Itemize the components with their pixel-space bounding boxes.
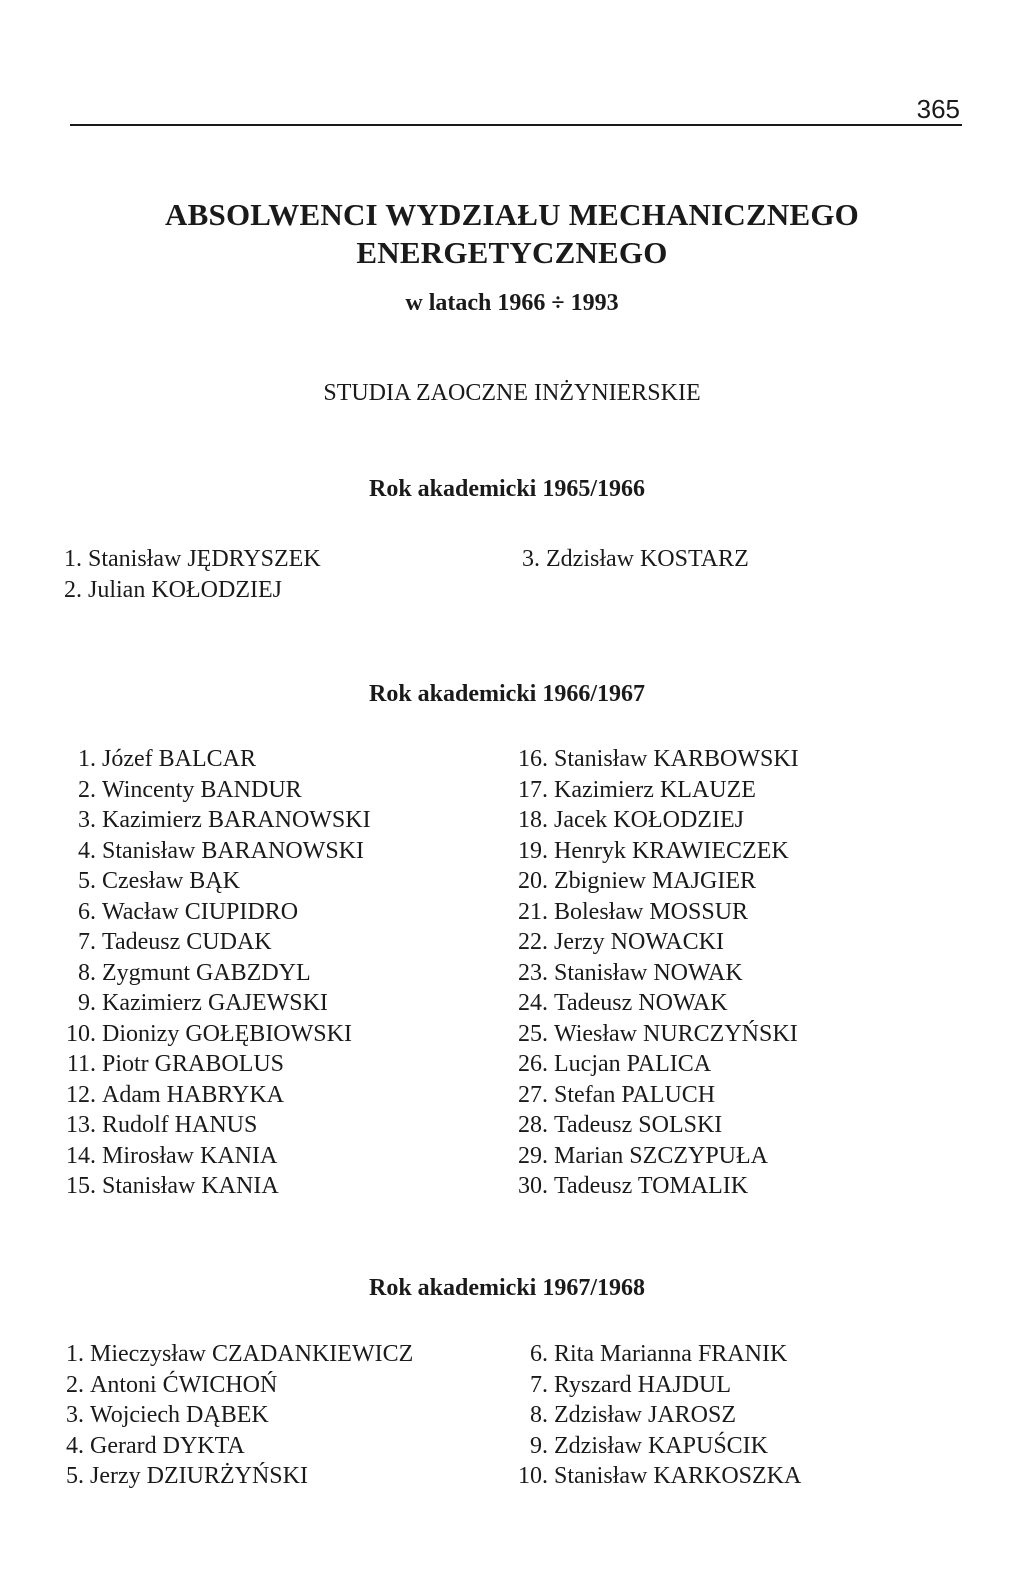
item-number: 7. [530,1371,548,1398]
item-number: 1. [64,546,82,572]
item-number: 9. [530,1432,548,1459]
graduate-name: Tadeusz NOWAK [554,990,728,1016]
item-number: 26. [518,1051,548,1077]
graduate-name: Stefan PALUCH [554,1081,716,1108]
graduate-name: Józef BALCAR [102,746,256,772]
graduate-name: Wacław CIUPIDRO [102,898,299,925]
section-heading-1967-1968: Rok akademicki 1967/1968 [368,1275,646,1301]
item-number: 14. [66,1142,96,1169]
list-item [514,1339,801,1370]
list-item [514,1400,801,1431]
list-item [62,958,371,989]
study-type-heading: STUDIA ZAOCZNE INŻYNIERSKIE [323,380,701,406]
graduate-name: Stanisław KANIA [102,1173,279,1199]
graduate-list-1965-col2 [518,544,749,575]
item-number: 8. [530,1402,548,1428]
graduate-name: Piotr GRABOLUS [102,1051,285,1077]
item-number: 22. [518,929,548,955]
graduate-name: Jacek KOŁODZIEJ [554,807,744,833]
graduate-name: Stanisław KARKOSZKA [554,1463,802,1489]
item-number: 29. [518,1142,548,1169]
item-number: 13. [66,1112,96,1138]
graduate-name: Stanisław KARBOWSKI [554,746,799,772]
list-item [62,866,371,897]
list-item [514,1461,801,1492]
graduate-name: Bolesław MOSSUR [554,898,749,925]
list-item [62,1370,413,1401]
list-item [514,988,799,1019]
document-title [0,196,1024,318]
section-heading-1966-1967: Rok akademicki 1966/1967 [368,681,646,707]
list-item [62,927,371,958]
graduate-name: Mieczysław CZADANKIEWICZ [90,1341,414,1367]
item-number: 30. [518,1173,548,1199]
graduate-list-1966-col1 [62,744,371,1202]
graduate-name: Stanisław JĘDRYSZEK [88,546,321,572]
graduate-name: Jerzy NOWACKI [554,929,724,955]
item-number: 6. [78,898,96,925]
item-number: 2. [66,1371,84,1398]
list-item [62,1080,371,1111]
graduate-name: Stanisław BARANOWSKI [102,837,364,864]
section-heading-1965-1966: Rok akademicki 1965/1966 [368,476,646,502]
title-subtitle: w latach 1966 ÷ 1993 [405,290,619,316]
item-number: 18. [518,807,548,833]
list-item [60,544,321,575]
graduate-name: Zdzisław KAPUŚCIK [554,1432,768,1459]
item-number: 5. [66,1463,84,1489]
page-number: 365 [916,94,960,124]
list-item [62,775,371,806]
graduate-name: Mirosław KANIA [102,1142,278,1169]
item-number: 16. [518,746,548,772]
graduate-name: Zbigniew MAJGIER [554,868,756,894]
title-line-1: ABSOLWENCI WYDZIAŁU MECHANICZNEGO [165,197,859,232]
list-item [62,1141,371,1172]
item-number: 5. [78,868,96,894]
list-item [62,1049,371,1080]
graduate-name: Rita Marianna FRANIK [554,1341,788,1367]
list-item [60,575,321,606]
list-item [62,988,371,1019]
list-item [514,1171,799,1202]
graduate-name: Stanisław NOWAK [554,959,743,986]
item-number: 28. [518,1112,548,1138]
item-number: 7. [78,929,96,955]
graduate-name: Jerzy DZIURŻYŃSKI [90,1463,308,1489]
item-number: 25. [518,1020,548,1047]
list-item [514,958,799,989]
list-item [514,1431,801,1462]
item-number: 6. [530,1341,548,1367]
graduate-list-1967-col1 [62,1339,413,1492]
graduate-name: Tadeusz TOMALIK [554,1173,749,1199]
graduate-name: Lucjan PALICA [554,1051,712,1077]
graduate-name: Gerard DYKTA [90,1432,245,1459]
item-number: 3. [66,1402,84,1428]
list-item [62,1019,371,1050]
graduate-name: Tadeusz CUDAK [102,929,272,955]
graduate-name: Zdzisław KOSTARZ [546,546,749,572]
item-number: 27. [518,1081,548,1108]
graduate-name: Zygmunt GABZDYL [102,959,311,986]
header-rule [70,124,962,126]
item-number: 21. [518,898,548,925]
graduate-name: Zdzisław JAROSZ [554,1402,736,1428]
graduate-name: Rudolf HANUS [102,1112,258,1138]
title-line-2: ENERGETYCZNEGO [356,235,668,270]
list-item [514,805,799,836]
graduate-list-1965-col1 [60,544,321,605]
graduate-name: Adam HABRYKA [102,1081,285,1108]
item-number: 3. [522,546,540,572]
graduate-name: Kazimierz BARANOWSKI [102,807,371,833]
graduate-name: Tadeusz SOLSKI [554,1112,723,1138]
graduate-list-1967-col2 [514,1339,801,1492]
list-item [62,1110,371,1141]
list-item [62,1431,413,1462]
graduate-name: Antoni ĆWICHOŃ [90,1371,278,1398]
list-item [62,897,371,928]
item-number: 12. [66,1081,96,1108]
list-item [62,836,371,867]
list-item [62,1461,413,1492]
item-number: 10. [518,1463,548,1489]
list-item [514,836,799,867]
item-number: 10. [66,1020,96,1047]
item-number: 1. [78,746,96,772]
list-item [514,1019,799,1050]
list-item [514,775,799,806]
list-item [62,1171,371,1202]
item-number: 11. [66,1051,96,1077]
graduate-name: Henryk KRAWIECZEK [554,837,789,864]
graduate-name: Julian KOŁODZIEJ [88,576,282,603]
item-number: 3. [78,807,96,833]
item-number: 20. [518,868,548,894]
graduate-list-1966-col2 [514,744,799,1202]
graduate-name: Marian SZCZYPUŁA [554,1142,768,1169]
list-item [514,866,799,897]
item-number: 2. [64,576,82,603]
list-item [62,805,371,836]
list-item [62,744,371,775]
graduate-name: Wincenty BANDUR [102,776,302,803]
graduate-name: Wiesław NURCZYŃSKI [554,1020,798,1047]
graduate-name: Ryszard HAJDUL [554,1371,732,1398]
graduate-name: Dionizy GOŁĘBIOWSKI [102,1020,352,1047]
item-number: 9. [78,990,96,1016]
item-number: 19. [518,837,548,864]
item-number: 15. [66,1173,96,1199]
item-number: 4. [78,837,96,864]
graduate-name: Wojciech DĄBEK [90,1402,269,1428]
graduate-name: Kazimierz KLAUZE [554,776,756,803]
list-item [514,927,799,958]
item-number: 1. [66,1341,84,1367]
item-number: 17. [518,776,548,803]
list-item [514,897,799,928]
list-item [514,1141,799,1172]
list-item [514,1080,799,1111]
list-item [514,1110,799,1141]
list-item [518,544,749,575]
list-item [514,744,799,775]
list-item [514,1370,801,1401]
list-item [514,1049,799,1080]
graduate-name: Kazimierz GAJEWSKI [102,990,328,1016]
list-item [62,1400,413,1431]
item-number: 23. [518,959,548,986]
item-number: 2. [78,776,96,803]
item-number: 8. [78,959,96,986]
graduate-name: Czesław BĄK [102,868,240,894]
list-item [62,1339,413,1370]
item-number: 4. [66,1432,84,1459]
item-number: 24. [518,990,548,1016]
